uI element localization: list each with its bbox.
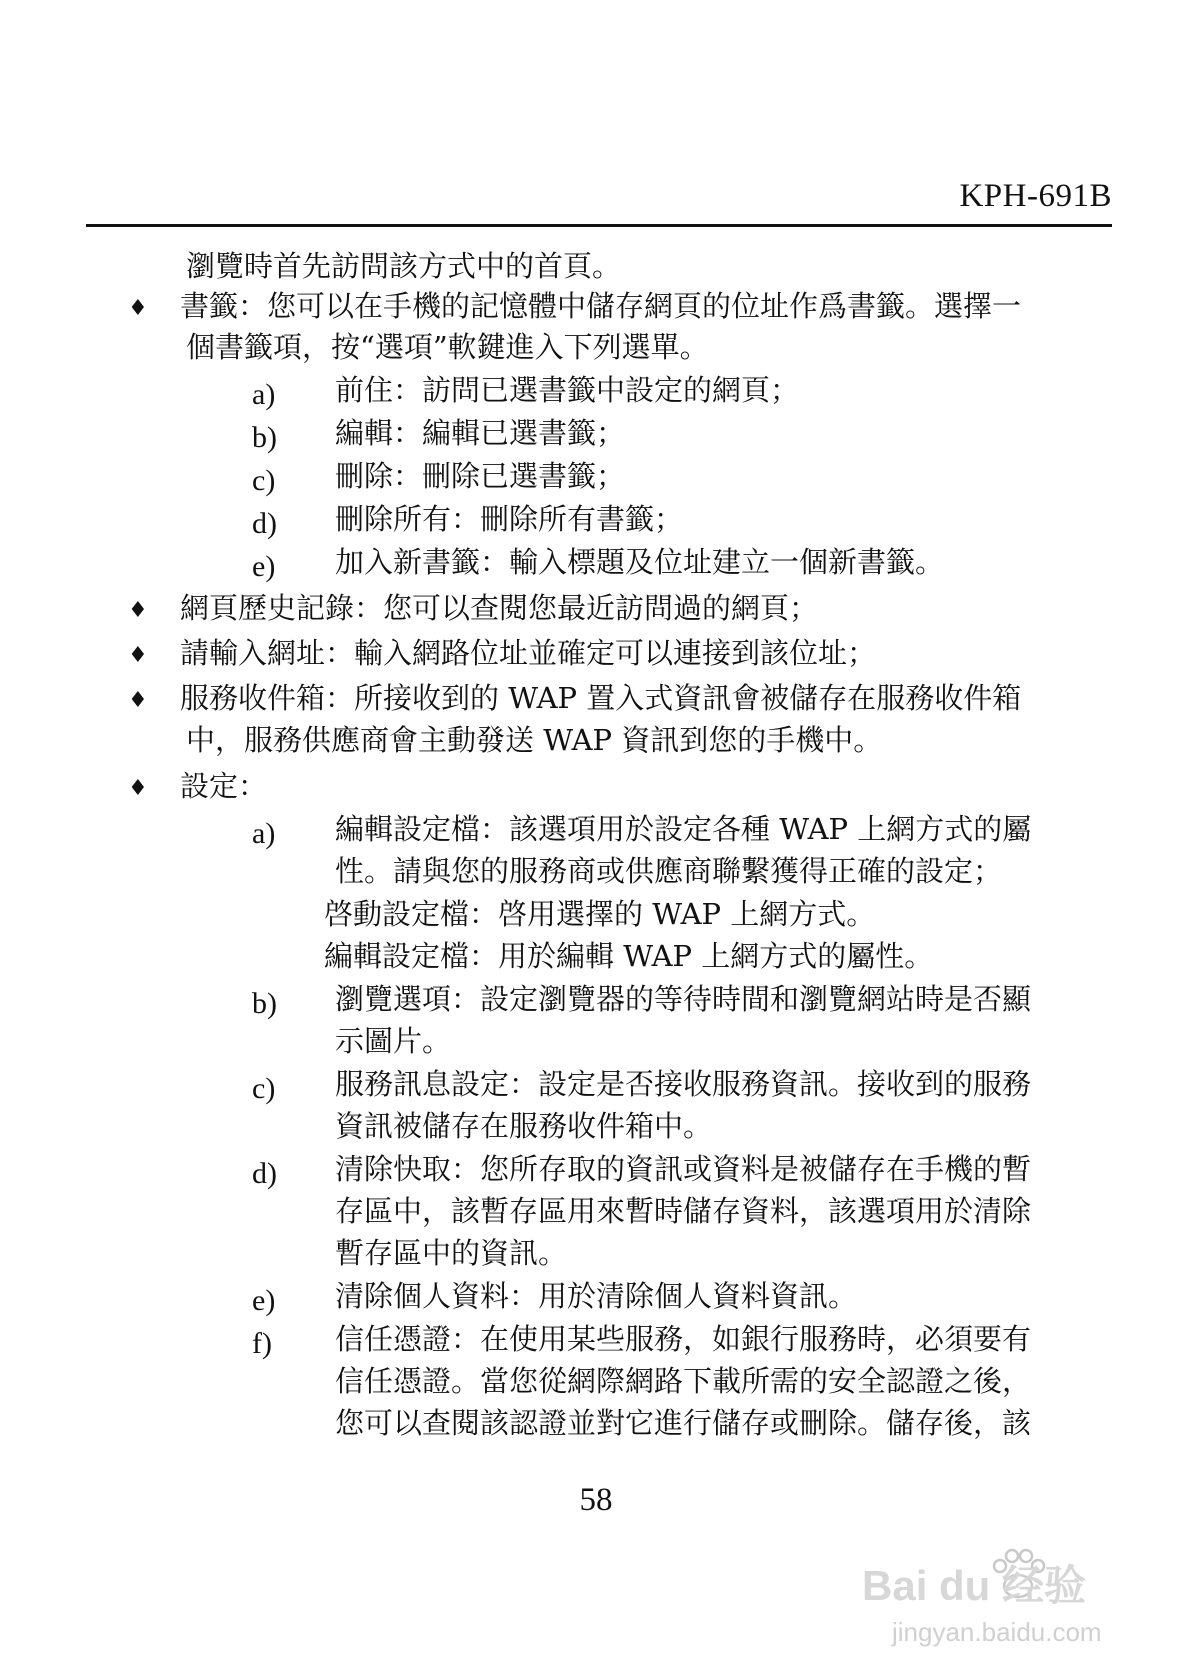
watermark-url-text: jingyan.baidu.com bbox=[892, 1617, 1102, 1647]
header-divider bbox=[86, 224, 1112, 227]
settings-item-text: 編輯設定檔：該選項用於設定各種 WAP 上網方式的屬 bbox=[335, 812, 1032, 846]
document-model-header: KPH-691B bbox=[959, 178, 1112, 214]
bullet-diamond-icon: ♦ bbox=[128, 598, 148, 623]
service-inbox-line2: 中，服務供應商會主動發送 WAP 資訊到您的手機中。 bbox=[186, 723, 883, 757]
settings-item-text: 清除個人資料：用於清除個人資料資訊。 bbox=[335, 1279, 858, 1313]
sublist-label: c) bbox=[252, 1072, 276, 1105]
sublist-item: 刪除：刪除已選書籤； bbox=[335, 459, 626, 493]
bullet-diamond-icon: ♦ bbox=[128, 643, 148, 668]
settings-item-text: 資訊被儲存在服務收件箱中。 bbox=[335, 1109, 713, 1143]
sublist-label: a) bbox=[252, 378, 276, 411]
settings-item-text: 信任憑證：在使用某些服務，如銀行服務時，必須要有 bbox=[335, 1322, 1032, 1356]
intro-continuation: 瀏覽時首先訪問該方式中的首頁。 bbox=[186, 249, 622, 283]
bullet-diamond-icon: ♦ bbox=[128, 296, 148, 321]
page-number: 58 bbox=[579, 1482, 613, 1518]
bookmarks-text-line2: 個書籤項，按“選項”軟鍵進入下列選單。 bbox=[186, 330, 709, 364]
settings-item-text: 編輯設定檔：用於編輯 WAP 上網方式的屬性。 bbox=[324, 939, 934, 973]
bullet-diamond-icon: ♦ bbox=[128, 776, 148, 801]
baidu-watermark-logo bbox=[852, 1508, 1152, 1658]
sublist-label: a) bbox=[252, 817, 276, 850]
settings-item-text: 服務訊息設定：設定是否接收服務資訊。接收到的服務 bbox=[335, 1067, 1032, 1101]
settings-item-text: 瀏覽選項：設定瀏覽器的等待時間和瀏覽網站時是否顯 bbox=[335, 982, 1032, 1016]
settings-heading: 設定： bbox=[180, 769, 268, 803]
service-inbox-line1: 服務收件箱：所接收到的 WAP 置入式資訊會被儲存在服務收件箱 bbox=[180, 681, 1022, 715]
sublist-label: d) bbox=[252, 1157, 277, 1190]
bookmarks-text-line1: 書籤：您可以在手機的記憶體中儲存網頁的位址作爲書籤。選擇一 bbox=[180, 289, 1022, 323]
settings-item-text: 暫存區中的資訊。 bbox=[335, 1236, 568, 1270]
watermark-brand-text: Bai du 经验 bbox=[862, 1562, 1087, 1609]
sublist-label: f) bbox=[252, 1327, 272, 1360]
settings-item-text: 啓動設定檔：啓用選擇的 WAP 上網方式。 bbox=[324, 897, 876, 931]
sublist-label: b) bbox=[252, 421, 277, 454]
sublist-item: 刪除所有：刪除所有書籤； bbox=[335, 502, 684, 536]
sublist-item: 編輯：編輯已選書籤； bbox=[335, 416, 626, 450]
settings-item-text: 信任憑證。當您從網際網路下載所需的安全認證之後， bbox=[335, 1364, 1032, 1398]
sublist-label: e) bbox=[252, 1284, 276, 1317]
settings-item-text: 清除快取：您所存取的資訊或資料是被儲存在手機的暫 bbox=[335, 1152, 1032, 1186]
history-text: 網頁歷史記錄：您可以查閱您最近訪問過的網頁； bbox=[180, 591, 819, 625]
enter-url-text: 請輸入網址：輸入網路位址並確定可以連接到該位址； bbox=[180, 636, 877, 670]
settings-item-text: 性。請與您的服務商或供應商聯繫獲得正確的設定； bbox=[335, 854, 1003, 888]
sublist-label: c) bbox=[252, 464, 276, 497]
sublist-label: b) bbox=[252, 987, 277, 1020]
sublist-item: 前住：訪問已選書籤中設定的網頁； bbox=[335, 373, 800, 407]
settings-item-text: 存區中，該暫存區用來暫時儲存資料，該選項用於清除 bbox=[335, 1194, 1032, 1228]
settings-item-text: 您可以查閱該認證並對它進行儲存或刪除。儲存後，該 bbox=[335, 1406, 1032, 1440]
settings-item-text: 示圖片。 bbox=[335, 1024, 452, 1058]
bullet-diamond-icon: ♦ bbox=[128, 688, 148, 713]
sublist-label: d) bbox=[252, 507, 277, 540]
sublist-label: e) bbox=[252, 550, 276, 583]
sublist-item: 加入新書籤：輸入標題及位址建立一個新書籤。 bbox=[335, 545, 945, 579]
